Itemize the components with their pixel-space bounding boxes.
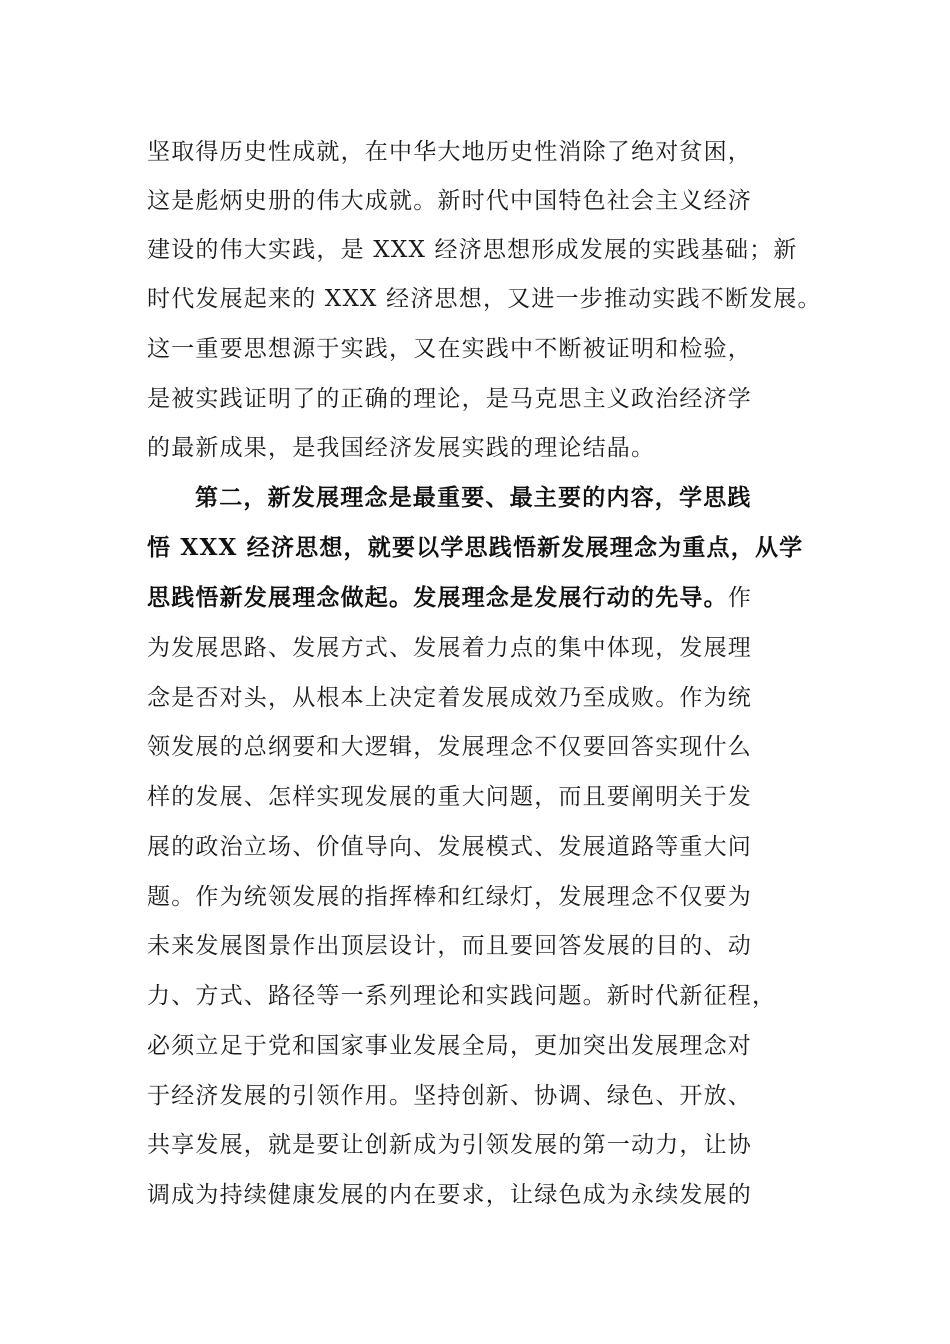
paragraph-1-line-7: 的最新成果，是我国经济发展实践的理论结晶。 [147,435,656,461]
paragraph-2-line-14: 共享发展，就是要让创新成为引领发展的第一动力，让协 [147,1132,752,1158]
paragraph-1-line-5: 这一重要思想源于实践，又在实践中不断被证明和检验， [147,336,752,362]
paragraph-2-line-13: 于经济发展的引领作用。坚持创新、协调、绿色、开放、 [147,1083,752,1109]
paragraph-2-bold-line-1: 第二，新发展理念是最重要、最主要的内容，学思践 [195,484,752,511]
paragraph-2-line-3-tail: 作 [727,585,753,611]
paragraph-2-line-mixed [147,573,752,623]
paragraph-2-line-12: 必须立足于党和国家事业发展全局，更加突出发展理念对 [147,1033,752,1059]
paragraph-1-line-3: 建设的伟大实践，是 XXX 经济思想形成发展的实践基础；新 [147,237,798,263]
paragraph-2-line-9: 题。作为统领发展的指挥棒和红绿灯，发展理念不仅要为 [147,884,752,910]
paragraph-2-line-5: 念是否对头，从根本上决定着发展成效乃至成败。作为统 [147,685,752,711]
paragraph-2-line-4: 为发展思路、发展方式、发展着力点的集中体现，发展理 [147,635,752,661]
paragraph-2-line-7: 样的发展、怎样实现发展的重大问题，而且要阐明关于发 [147,784,752,810]
paragraph-2-line-10: 未来发展图景作出顶层设计，而且要回答发展的目的、动 [147,933,752,959]
paragraph-2-bold-line-2: 悟 XXX 经济思想，就要以学思践悟新发展理念为重点，从学 [147,534,804,561]
paragraph-2-line-15: 调成为持续健康发展的内在要求，让绿色成为永续发展的 [147,1182,752,1208]
paragraph-2-line-8: 展的政治立场、价值导向、发展模式、发展道路等重大问 [147,834,752,860]
paragraph-2-line-6: 领发展的总纲要和大逻辑，发展理念不仅要回答实现什么 [147,734,752,760]
paragraph-1-line-6: 是被实践证明了的正确的理论，是马克思主义政治经济学 [147,386,752,412]
paragraph-2-bold-line-3: 思践悟新发展理念做起。发展理念是发展行动的先导。 [147,584,728,611]
paragraph-1-line-1: 坚取得历史性成就，在中华大地历史性消除了绝对贫困， [147,139,752,165]
paragraph-1-line-4: 时代发展起来的 XXX 经济思想，又进一步推动实践不断发展。 [147,286,822,312]
paragraph-1-line-2: 这是彪炳史册的伟大成就。新时代中国特色社会主义经济 [147,188,752,214]
paragraph-2-line-11: 力、方式、路径等一系列理论和实践问题。新时代新征程， [147,983,777,1009]
